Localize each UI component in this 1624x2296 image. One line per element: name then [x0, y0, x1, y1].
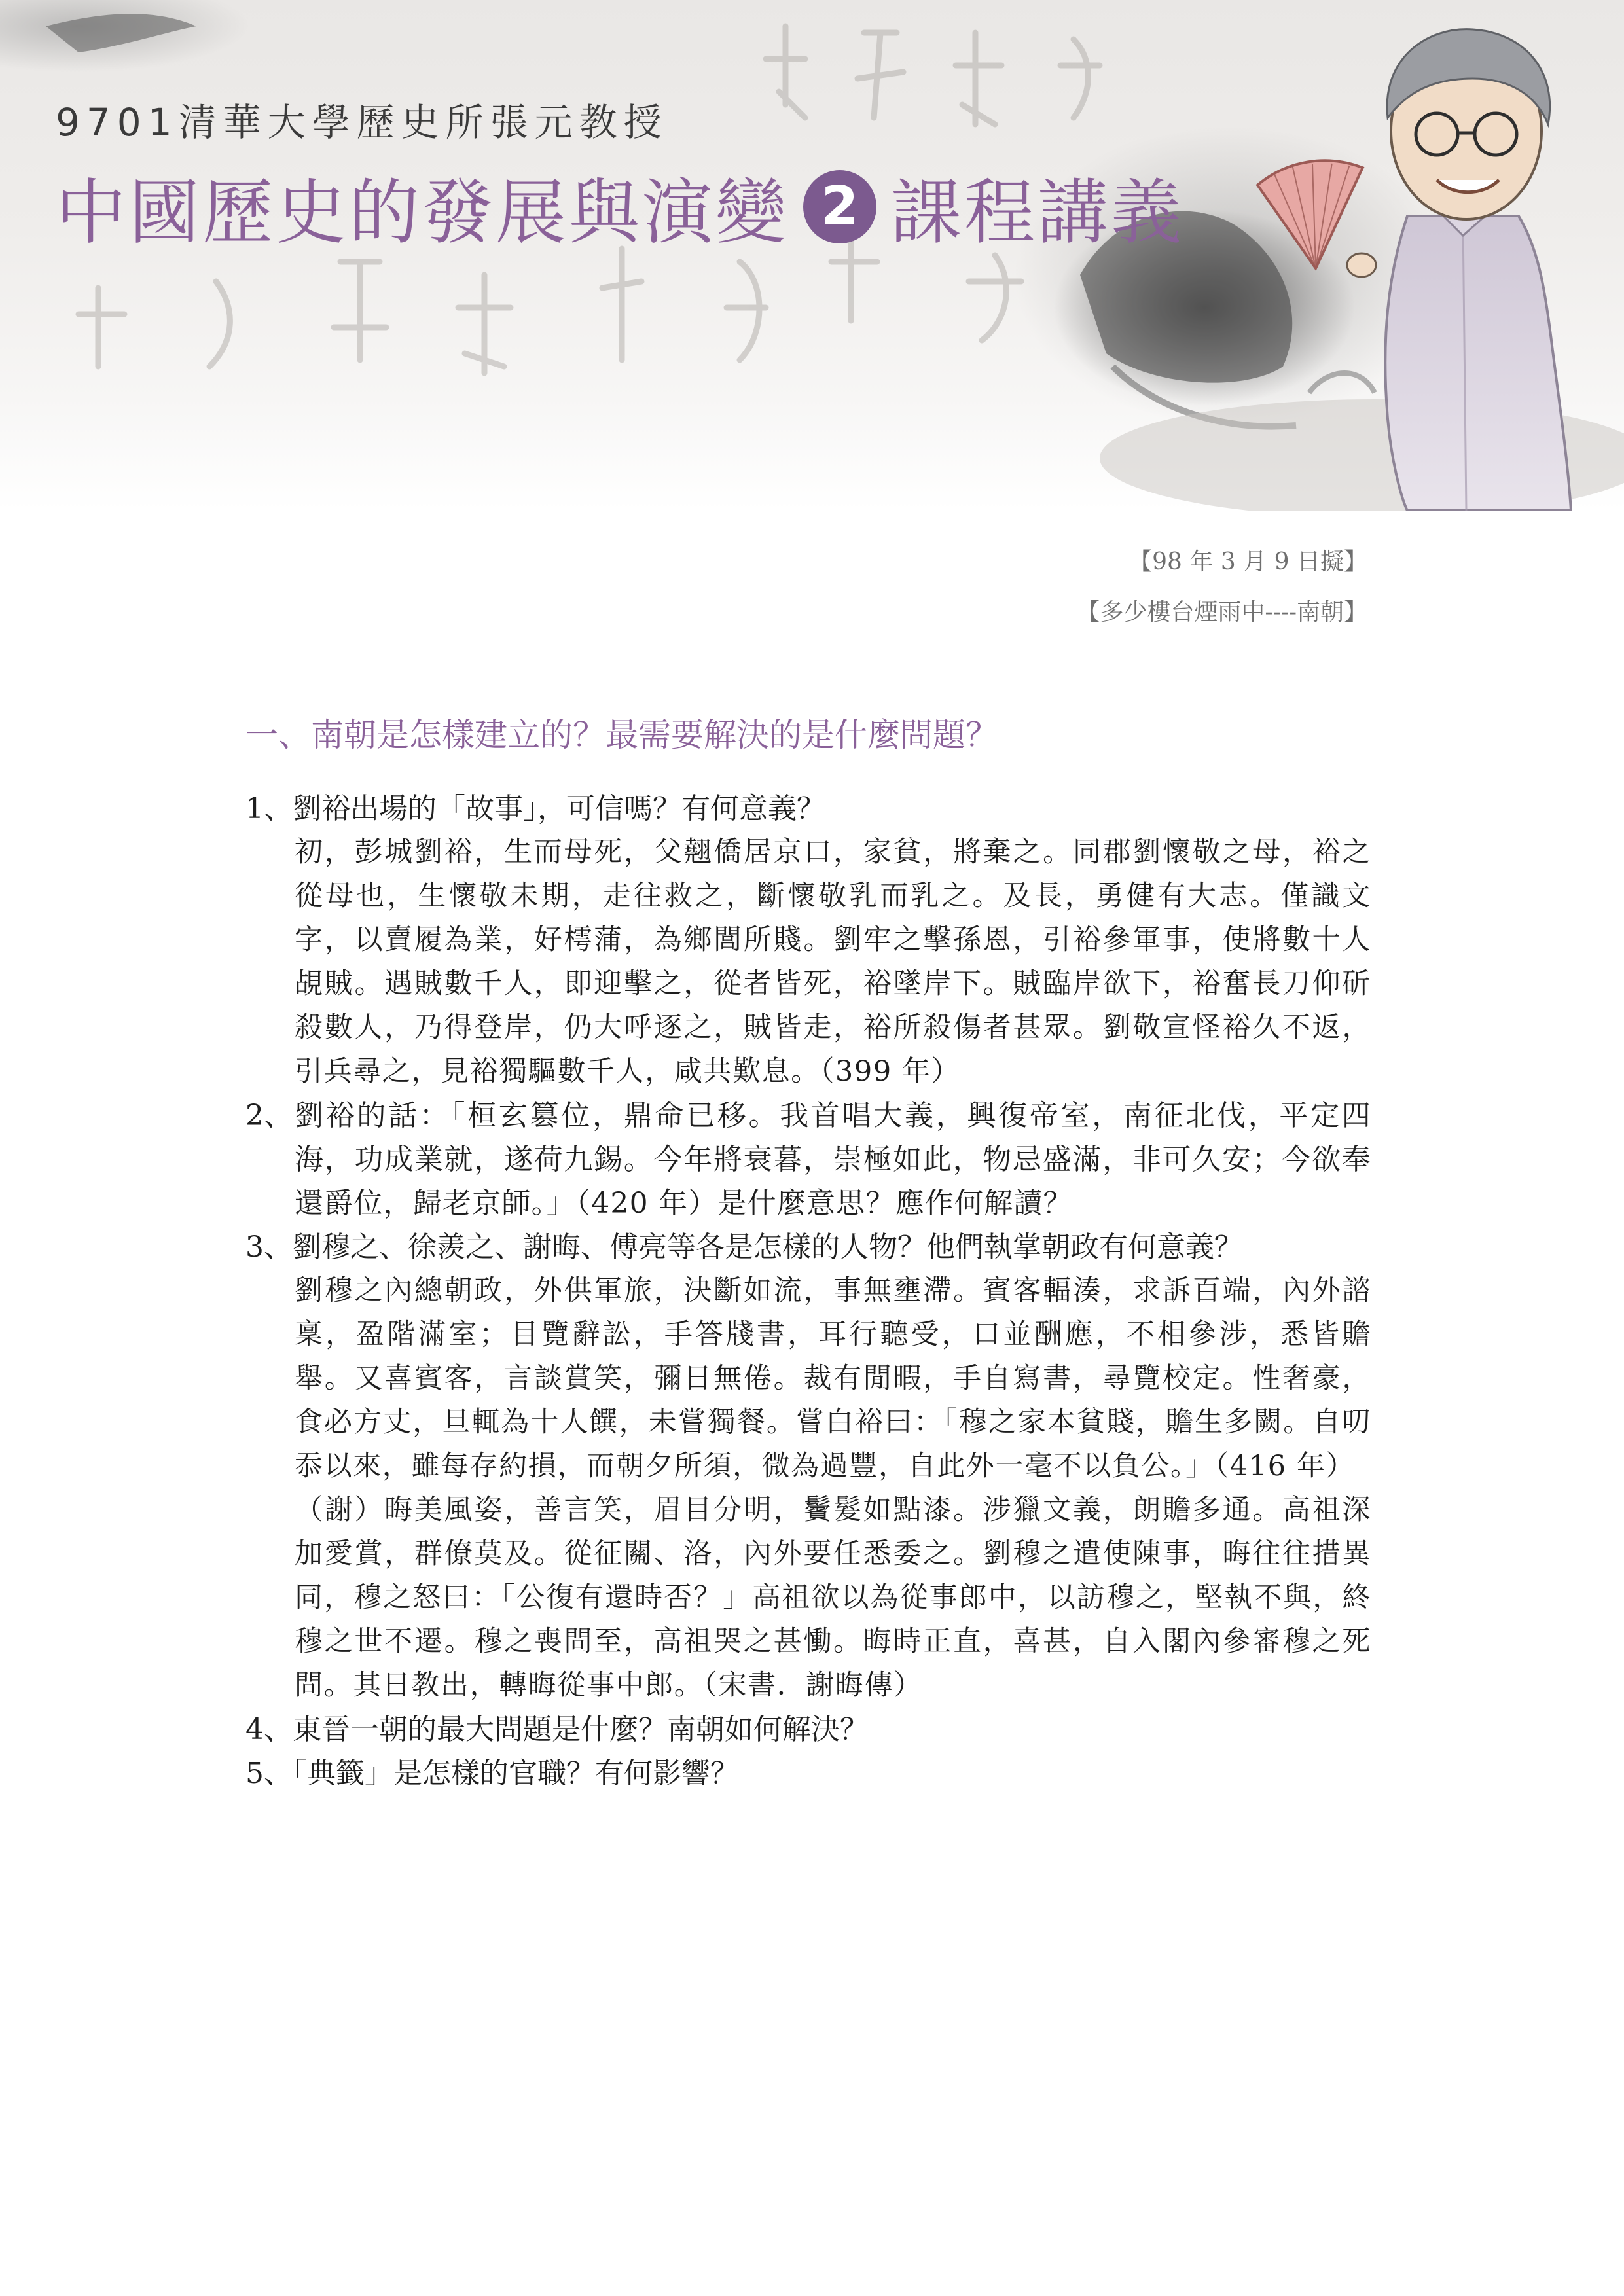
- course-title-suffix: 課程講義: [891, 172, 1185, 254]
- question-item: [245, 1708, 1371, 1751]
- question-item: [245, 1094, 1371, 1225]
- source-passage: （謝）晦美風姿，善言笑，眉目分明，鬢髮如點漆。涉獵文義，朗贍多通。高祖深加愛賞，群僚莫及。從征關、洛，內外要任悉委之。劉穆之遣使陳事，晦往往措異同，穆之怒曰：「公復有還時否？」高祖欲以為從事郎中，以訪穆之，堅執不與，終穆之世不遷。穆之喪問至，高祖哭之甚慟。晦時正直，喜甚，自入閣內參審穆之死問。其日教出，轉晦從事中郎。（宋書．謝晦傳）: [295, 1494, 1371, 1702]
- chapter-title: 【多少樓台煙雨中----南朝】: [1076, 599, 1367, 626]
- question-number: 5、: [245, 1757, 293, 1790]
- question-number: 4、: [245, 1713, 293, 1746]
- question-number: 2、: [245, 1099, 293, 1132]
- question-number: 3、: [245, 1230, 293, 1264]
- question-text: 劉裕的話：「桓玄篡位，鼎命已移。我首唱大義，興復帝室，南征北伐，平定四海，功成業就，遂荷九錫。今年將衰暮，崇極如此，物忌盛滿，非可久安；今欲奉還爵位，歸老京師。」（420 年）是什麼意思？應作何解讀？: [295, 1099, 1371, 1220]
- section-heading: 一、南朝是怎樣建立的？最需要解決的是什麼問題？: [245, 716, 998, 754]
- course-label: 9701清華大學歷史所張元教授: [56, 100, 668, 145]
- question-item: [245, 1225, 1371, 1269]
- volume-badge: 2: [803, 170, 876, 243]
- question-text: 東晉一朝的最大問題是什麼？南朝如何解決？: [293, 1713, 869, 1746]
- source-passage: 劉穆之內總朝政，外供軍旅，決斷如流，事無壅滯。賓客輻湊，求訴百端，內外諮稟，盈階滿室；目覽辭訟，手答牋書，耳行聽受，口並酬應，不相參涉，悉皆贍舉。又喜賓客，言談賞笑，彌日無倦。裁有閒暇，手自寫書，尋覽校定。性奢豪，食必方丈，旦輒為十人饌，未嘗獨餐。嘗白裕曰：「穆之家本貧賤，贍生多闕。自叨忝以來，雖每存約損，而朝夕所須，微為過豐，自此外一毫不以負公。」（416 年）: [295, 1274, 1371, 1482]
- question-number: 1、: [245, 792, 293, 825]
- draft-date: 【98 年 3 月 9 日擬】: [1128, 548, 1367, 575]
- question-text: 「典籤」是怎樣的官職？有何影響？: [293, 1757, 739, 1790]
- question-text: 劉穆之、徐羨之、謝晦、傅亮等各是怎樣的人物？他們執掌朝政有何意義？: [293, 1230, 1243, 1264]
- question-item: [245, 787, 1371, 831]
- source-passage: 初，彭城劉裕，生而母死，父翹僑居京口，家貧，將棄之。同郡劉懷敬之母，裕之從母也，生懷敬未期，走往救之，斷懷敬乳而乳之。及長，勇健有大志。僅識文字，以賣履為業，好樗蒲，為鄉閭所賤。劉牢之擊孫恩，引裕參軍事，使將數十人覘賊。遇賊數千人，即迎擊之，從者皆死，裕墜岸下。賊臨岸欲下，裕奮長刀仰斫殺數人，乃得登岸，仍大呼逐之，賊皆走，裕所殺傷者甚眾。劉敬宣怪裕久不返，引兵尋之，見裕獨驅數千人，咸共歎息。（399 年）: [295, 836, 1371, 1088]
- lecture-content: [245, 787, 1371, 1795]
- course-title-main: 中國歷史的發展與演變: [56, 172, 789, 254]
- question-item: [245, 1751, 1371, 1795]
- header-banner: [0, 0, 1624, 511]
- course-title: [56, 156, 1184, 257]
- question-text: 劉裕出場的「故事」，可信嗎？有何意義？: [293, 792, 825, 825]
